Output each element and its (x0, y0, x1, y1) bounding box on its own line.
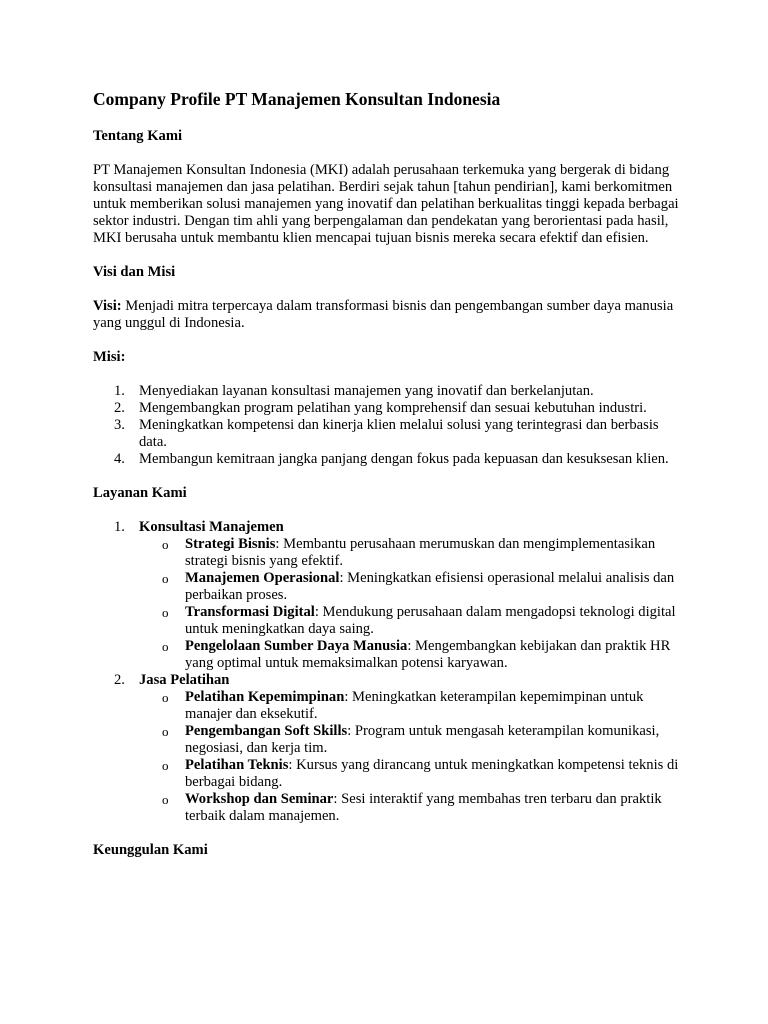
mission-text: Meningkatkan kompetensi dan kinerja klien melalui solusi yang terintegrasi dan berbasis data. (139, 417, 659, 450)
service-item-text: : Mendukung perusahaan dalam mengadopsi teknologi digital untuk meningkatkan daya saing. (185, 604, 676, 637)
service-item-label: Pelatihan Teknis (185, 757, 289, 773)
service-item-text: : Meningkatkan efisiensi operasional melalui analisis dan perbaikan proses. (185, 570, 675, 603)
mission-list (93, 383, 683, 468)
bullet-marker: o (162, 792, 169, 807)
service-item-text: : Mengembangkan kebijakan dan praktik HR yang optimal untuk memaksimalkan potensi karyawan. (185, 638, 671, 671)
vision-text: Menjadi mitra terpercaya dalam transformasi bisnis dan pengembangan sumber daya manusia yang unggul di Indonesia. (93, 298, 674, 331)
bullet-marker: o (162, 639, 169, 654)
service-group (93, 672, 683, 825)
list-item (139, 570, 683, 604)
section-heading-vision-mission: Visi dan Misi (93, 264, 176, 280)
service-item-label: Manajemen Operasional (185, 570, 340, 586)
bullet-marker: o (162, 758, 169, 773)
service-item-text: : Sesi interaktif yang membahas tren terbaru dan praktik terbaik dalam manajemen. (185, 791, 662, 824)
about-paragraph: PT Manajemen Konsultan Indonesia (MKI) adalah perusahaan terkemuka yang bergerak di bidang konsultasi manajemen dan jasa pelatihan. Berdiri sejak tahun [tahun pendirian], kami berkomitmen untuk memberikan solusi manajemen yang inovatif dan pelatihan berkualitas tinggi kepada berbagai sektor industri. Dengan tim ahli yang berpengalaman dan pendekatan yang berorientasi pada hasil, MKI berusaha untuk membantu klien mencapai tujuan bisnis mereka secara efektif dan efisien. (93, 162, 679, 246)
list-item (139, 723, 683, 757)
service-sub-list (139, 536, 683, 672)
service-item-text: : Kursus yang dirancang untuk meningkatkan kompetensi teknis di berbagai bidang. (185, 757, 679, 790)
list-number: 4. (114, 451, 125, 467)
list-item (139, 638, 683, 672)
service-item-text: : Program untuk mengasah keterampilan komunikasi, negosiasi, dan kerja tim. (185, 723, 660, 756)
service-group-title: Jasa Pelatihan (139, 672, 230, 688)
list-number: 3. (114, 417, 125, 433)
service-item-label: Pengembangan Soft Skills (185, 723, 348, 739)
service-item-label: Workshop dan Seminar (185, 791, 334, 807)
section-heading-services: Layanan Kami (93, 485, 187, 501)
list-number: 1. (114, 519, 125, 535)
list-number: 1. (114, 383, 125, 399)
service-item-label: Pengelolaan Sumber Daya Manusia (185, 638, 408, 654)
bullet-marker: o (162, 724, 169, 739)
list-number: 2. (114, 672, 125, 688)
bullet-marker: o (162, 605, 169, 620)
service-sub-list (139, 689, 683, 825)
section-heading-advantages: Keunggulan Kami (93, 842, 208, 858)
service-group (93, 519, 683, 672)
document-content (93, 88, 683, 876)
list-item (93, 417, 683, 451)
document-title: Company Profile PT Manajemen Konsultan Indonesia (93, 89, 501, 109)
bullet-marker: o (162, 690, 169, 705)
bullet-marker: o (162, 537, 169, 552)
service-item-label: Transformasi Digital (185, 604, 315, 620)
vision-paragraph (93, 298, 683, 332)
list-item (93, 400, 683, 417)
list-item (139, 604, 683, 638)
mission-text: Menyediakan layanan konsultasi manajemen yang inovatif dan berkelanjutan. (139, 383, 594, 399)
vision-label: Visi: (93, 298, 122, 314)
bullet-marker: o (162, 571, 169, 586)
list-item (139, 791, 683, 825)
list-item (139, 536, 683, 570)
section-heading-about: Tentang Kami (93, 128, 183, 144)
service-group-title: Konsultasi Manajemen (139, 519, 284, 535)
mission-label: Misi: (93, 349, 126, 365)
list-number: 2. (114, 400, 125, 416)
list-item (139, 689, 683, 723)
mission-text: Mengembangkan program pelatihan yang komprehensif dan sesuai kebutuhan industri. (139, 400, 647, 416)
service-item-label: Strategi Bisnis (185, 536, 276, 552)
mission-text: Membangun kemitraan jangka panjang dengan fokus pada kepuasan dan kesuksesan klien. (139, 451, 669, 467)
service-item-label: Pelatihan Kepemimpinan (185, 689, 345, 705)
list-item (139, 757, 683, 791)
service-item-text: : Meningkatkan keterampilan kepemimpinan untuk manajer dan eksekutif. (185, 689, 644, 722)
services-list (93, 519, 683, 825)
list-item (93, 383, 683, 400)
list-item (93, 451, 683, 468)
service-item-text: : Membantu perusahaan merumuskan dan mengimplementasikan strategi bisnis yang efektif. (185, 536, 656, 569)
